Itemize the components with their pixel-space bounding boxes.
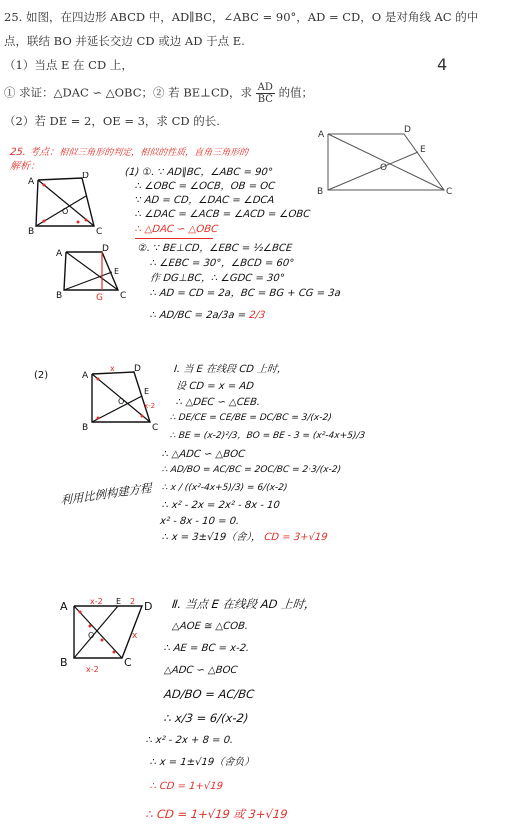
solution-header (9, 146, 249, 160)
svg-text:A: A (56, 249, 63, 259)
label-B: B (317, 187, 324, 197)
svg-text:D: D (102, 244, 109, 254)
p2-line-1: ∴ △DEC ∽ △CEB. (175, 397, 261, 408)
svg-text:O: O (118, 397, 125, 406)
fraction-ad-bc (256, 82, 275, 105)
question-suffix: 的值； (278, 85, 314, 100)
s2-line-2: 作 DG⊥BC，∴ ∠GDC = 30° (149, 273, 286, 284)
s1-conclusion: ∴ △DAC ∽ △OBC (134, 224, 219, 235)
label-C: C (446, 187, 453, 197)
p3-title: Ⅱ. 当点 E 在线段 AD 上时， (171, 597, 317, 611)
fraction-numerator: AD (257, 82, 273, 93)
label-D: D (404, 125, 411, 135)
svg-text:B: B (82, 423, 89, 432)
label-A: A (318, 130, 325, 140)
svg-text:C: C (152, 423, 159, 432)
p2-line-0: 设 CD = x = AD (175, 381, 255, 392)
s2-line-0: ②. ∵ BE⊥CD，∠EBC = ½∠BCE (137, 243, 293, 254)
page-number: 4 (437, 55, 448, 74)
svg-text:A: A (28, 177, 35, 187)
p2-line-9 (161, 531, 328, 545)
svg-text:G: G (96, 293, 103, 302)
svg-text:D: D (134, 364, 141, 374)
p2-title: Ⅰ. 当 E 在线段 CD 上时， (173, 364, 288, 375)
svg-text:D: D (144, 600, 153, 613)
s2-line-3: ∴ AD = CD = 2a，BC = BG + CG = 3a (149, 288, 342, 299)
svg-text:x-2: x-2 (144, 402, 156, 410)
svg-text:C: C (96, 227, 103, 234)
header-kaodian: 25. 考点： (9, 147, 60, 158)
sketch-1 (28, 172, 108, 234)
p2-line-8: x² - 8x - 10 = 0. (159, 516, 240, 527)
problem-part-2: （2）若 DE = 2，OE = 3，求 CD 的长. (4, 114, 220, 128)
s1-line-0: (1) ①. ∵ AD∥BC，∠ABC = 90° (124, 167, 274, 178)
p2-line-5: ∴ AD/BO = AC/BC = 2OC/BC = 2·3/(x-2) (161, 465, 342, 475)
p3-line-3: AD/BO = AC/BC (163, 687, 255, 701)
p2-line-3: ∴ BE = (x-2)²/3，BO = BE - 3 = (x²-4x+5)/3 (169, 431, 366, 441)
problem-figure (308, 122, 458, 202)
svg-text:x-2: x-2 (90, 597, 103, 606)
svg-text:x: x (132, 631, 138, 641)
p2-line-4: ∴ △ADC ∽ △BOC (161, 449, 246, 460)
svg-text:B: B (60, 656, 68, 669)
svg-text:x: x (110, 364, 115, 373)
svg-text:O: O (88, 631, 95, 640)
fraction-denominator: BC (257, 94, 273, 105)
header-topics: 相似三角形的判定，相似的性质，直角三角形的 (58, 148, 249, 158)
svg-text:x-2: x-2 (86, 665, 99, 674)
p3-line-6: ∴ x = 1±√19（舍负） (149, 757, 255, 768)
p2-line-6: ∴ x / ((x²-4x+5)/3) = 6/(x-2) (161, 483, 288, 493)
label-O: O (380, 163, 388, 173)
s1-underline (135, 238, 213, 239)
problem-part-1: （1）当点 E 在 CD 上， (4, 58, 133, 72)
p3-line-2: △ADC ∽ △BOC (163, 665, 238, 676)
svg-text:C: C (120, 291, 127, 301)
svg-text:O: O (62, 207, 69, 216)
p3-line-5: ∴ x² - 2x + 8 = 0. (145, 735, 234, 746)
p2-answer: CD = 3+√19 (263, 532, 329, 543)
p2-line-2: ∴ DE/CE = CE/BE = DC/BC = 3/(x-2) (169, 413, 333, 423)
s2-ratio: ∴ AD/BC = 2a/3a = (149, 310, 247, 321)
p2-roots: ∴ x = 3±√19（舍）， (161, 532, 262, 543)
svg-text:A: A (60, 600, 68, 613)
problem-part-1-question (4, 82, 313, 105)
p3-line-4: ∴ x/3 = 6/(x-2) (163, 711, 250, 725)
question-text: ① 求证：△DAC ∽ △OBC；② 若 BE⊥CD，求 (4, 85, 252, 100)
svg-text:A: A (82, 371, 89, 381)
sketch-3 (34, 364, 164, 432)
p2-line-7: ∴ x² - 2x = 2x² - 8x - 10 (161, 500, 281, 511)
s2-line-1: ∴ ∠EBC = 30°，∠BCD = 60° (149, 258, 295, 269)
svg-text:E: E (114, 267, 120, 276)
svg-text:(2): (2) (34, 370, 49, 381)
p3-line-0: △AOE ≅ △COB. (171, 621, 249, 632)
s2-line-4 (149, 309, 266, 323)
svg-text:B: B (28, 227, 35, 234)
label-E: E (420, 145, 426, 155)
svg-text:D: D (82, 172, 89, 181)
solution-jiexi: 解析： (9, 161, 41, 172)
problem-line-2: 点，联结 BO 并延长交边 CD 或边 AD 于点 E. (4, 34, 245, 48)
svg-text:C: C (124, 656, 132, 669)
s1-line-3: ∴ ∠DAC = ∠ACB = ∠ACD = ∠OBC (134, 209, 311, 220)
svg-text:E: E (144, 387, 150, 396)
s1-line-1: ∴ ∠OBC = ∠OCB，OB = OC (134, 181, 276, 192)
p3-answer-2: ∴ CD = 1+√19 或 3+√19 (145, 807, 289, 821)
svg-text:B: B (56, 291, 63, 301)
sketch-2 (56, 244, 136, 302)
svg-text:2: 2 (130, 597, 136, 606)
svg-text:E: E (116, 597, 122, 606)
problem-line-1: 25. 如图，在四边形 ABCD 中，AD∥BC，∠ABC = 90°，AD = CD，O 是对角线 AC 的中 (4, 10, 479, 24)
p3-line-1: ∴ AE = BC = x-2. (163, 643, 250, 654)
s1-line-2: ∵ AD = CD，∠DAC = ∠DCA (134, 195, 275, 206)
p3-answer-1: ∴ CD = 1+√19 (149, 781, 224, 792)
sketch-4 (56, 596, 168, 674)
method-note: 利用比例构建方程 (60, 480, 152, 508)
s2-answer: 2/3 (248, 310, 266, 321)
